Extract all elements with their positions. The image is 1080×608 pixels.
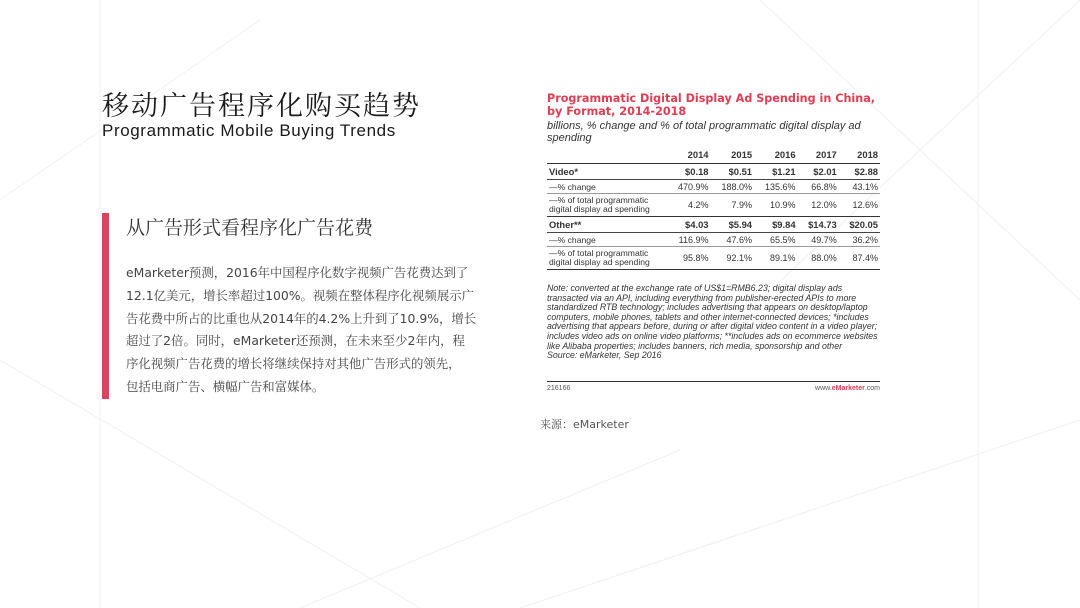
emarketer-logo xyxy=(815,385,880,392)
table-row xyxy=(547,180,880,194)
table-cell: 89.1% xyxy=(754,247,798,270)
brand-name: eMarketer xyxy=(831,385,865,392)
body-line: eMarketer预测，2016年中国程序化数字视频广告花费达到了 xyxy=(126,265,469,280)
table-cell: $9.84 xyxy=(754,217,798,233)
table-cell: 49.7% xyxy=(798,233,839,247)
section-heading: 从广告形式看程序化广告花费 xyxy=(126,217,374,239)
row-label: —% of total programmatic digital display ad spending xyxy=(547,247,667,270)
table-row xyxy=(547,194,880,217)
row-label: —% change xyxy=(547,180,667,194)
table-cell: $0.51 xyxy=(711,164,755,180)
body-line: 包括电商广告、横幅广告和富媒体。 xyxy=(126,378,325,394)
table-cell: $1.21 xyxy=(754,164,798,180)
slide-title-english: Programmatic Mobile Buying Trends xyxy=(102,121,396,140)
table-cell: 92.1% xyxy=(711,247,755,270)
slide-title-chinese: 移动广告程序化购买趋势 xyxy=(102,91,421,122)
table-cell: 36.2% xyxy=(839,233,880,247)
table-header-year: 2014 xyxy=(667,146,711,164)
row-label: —% of total programmatic digital display ad spending xyxy=(547,194,667,217)
table-cell: 87.4% xyxy=(839,247,880,270)
table-header-year: 2018 xyxy=(839,146,880,164)
row-label: Video* xyxy=(547,164,667,180)
table-header-blank xyxy=(547,146,667,164)
table-cell: $2.01 xyxy=(798,164,839,180)
table-cell: 135.6% xyxy=(754,180,798,194)
emarketer-table-figure xyxy=(537,80,882,398)
table-cell: $4.03 xyxy=(667,217,711,233)
body-line: 超过了2倍。同时，eMarketer还预测，在未来至少2年内，程 xyxy=(126,333,465,349)
table-cell: $0.18 xyxy=(667,164,711,180)
table-cell: $20.05 xyxy=(839,217,880,233)
body-paragraph xyxy=(126,262,501,399)
table-header-year: 2017 xyxy=(798,146,839,164)
table-cell: 188.0% xyxy=(711,180,755,194)
body-line: 12.1亿美元，增长率超过100%。视频在整体程序化视频展示广 xyxy=(126,287,474,303)
body-line: 序化视频广告花费的增长将继续保持对其他广告形式的领先， xyxy=(126,356,461,372)
source-caption: 来源：eMarketer xyxy=(540,418,629,431)
table-row xyxy=(547,247,880,270)
figure-footer xyxy=(547,381,880,394)
figure-note xyxy=(547,284,882,361)
table-cell: 66.8% xyxy=(798,180,839,194)
table-cell: $2.88 xyxy=(839,164,880,180)
table-cell: 116.9% xyxy=(667,233,711,247)
figure-subtitle: billions, % change and % of total programmatic digital display ad spending xyxy=(547,120,861,144)
table-cell: 47.6% xyxy=(711,233,755,247)
table-row xyxy=(547,233,880,247)
row-label: Other** xyxy=(547,217,667,233)
brand-suffix: .com xyxy=(864,385,880,392)
table-cell: 10.9% xyxy=(754,194,798,217)
table-cell: 95.8% xyxy=(667,247,711,270)
table-cell: 4.2% xyxy=(667,194,711,217)
row-label: —% change xyxy=(547,233,667,247)
table-header-row xyxy=(547,146,880,164)
table-header-year: 2015 xyxy=(711,146,755,164)
table-cell: 88.0% xyxy=(798,247,839,270)
table-cell: 65.5% xyxy=(754,233,798,247)
accent-bar xyxy=(102,213,109,399)
table-cell: $14.73 xyxy=(798,217,839,233)
figure-source-text: Source: eMarketer, Sep 2016 xyxy=(547,350,662,361)
spending-table xyxy=(547,146,880,270)
figure-title: Programmatic Digital Display Ad Spending in China, by Format, 2014-2018 xyxy=(547,92,876,118)
table-cell: 12.0% xyxy=(798,194,839,217)
body-line: 告花费中所占的比重也从2014年的4.2%上升到了10.9%，增长 xyxy=(126,310,477,326)
figure-note-text: Note: converted at the exchange rate of US$1=RMB6.23; digital display ads transacted via an API, including everything from publisher-erected APIs to more standardized RTB technology; includes advertising that appears on desktop/laptop computers, mobile phones, tablets and other internet-connected devices; *includes advertising that appears before, during or after digital video content in a video player; includes video ads on online video platforms; **includes ads on ecommerce websites like Alibaba properties; includes banners, rich media, sponsorship and other xyxy=(547,283,878,351)
figure-id: 216166 xyxy=(547,385,571,392)
table-row xyxy=(547,217,880,233)
table-cell: 7.9% xyxy=(711,194,755,217)
brand-prefix: www. xyxy=(815,385,832,392)
table-cell: 12.6% xyxy=(839,194,880,217)
table-cell: $5.94 xyxy=(711,217,755,233)
table-cell: 43.1% xyxy=(839,180,880,194)
table-header-year: 2016 xyxy=(754,146,798,164)
table-cell: 470.9% xyxy=(667,180,711,194)
table-row xyxy=(547,164,880,180)
